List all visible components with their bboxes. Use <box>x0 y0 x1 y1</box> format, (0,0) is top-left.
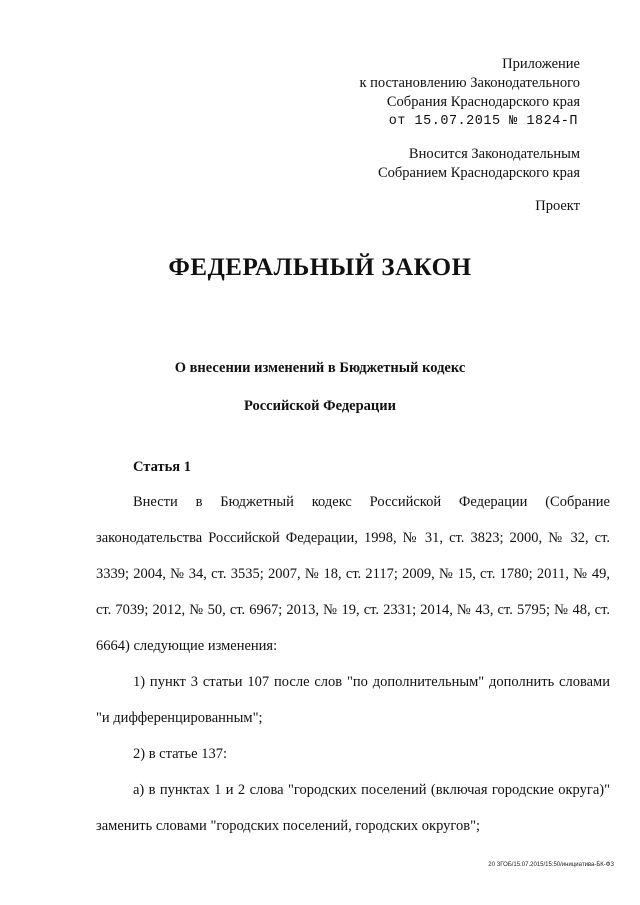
introduced-block <box>378 145 580 183</box>
article-heading: Статья 1 <box>133 459 191 475</box>
appendix-label: Приложение <box>502 56 580 72</box>
document-title: ФЕДЕРАЛЬНЫЙ ЗАКОН <box>168 254 472 281</box>
introduced-line-1: Вносится Законодательным <box>408 146 580 162</box>
appendix-date-line <box>360 112 579 131</box>
paragraph-item-2a: а) в пунктах 1 и 2 слова "городских поселений (включая городские округа)" заменить словами "городских поселений, городских округов"; <box>96 782 610 834</box>
paragraph-item-1: 1) пункт 3 статьи 107 после слов "по дополнительным" дополнить словами "и дифференцированным"; <box>96 674 610 726</box>
introduced-line-2: Собранием Краснодарского края <box>377 165 580 181</box>
appendix-line-2: к постановлению Законодательного <box>359 75 580 91</box>
footer-stamp: 20 ЗГОБ/15.07.2015/15:50/инициатива-БК-ФЗ <box>488 862 614 868</box>
date-prefix: от <box>388 114 406 129</box>
resolution-date: 15.07.2015 <box>414 114 501 129</box>
paragraph-item-2: 2) в статье 137: <box>133 746 227 762</box>
subtitle-line-2: Российской Федерации <box>243 398 396 414</box>
resolution-number: 1824-П <box>526 114 578 129</box>
number-sign: № <box>509 114 518 129</box>
subtitle-line-1: О внесении изменений в Бюджетный кодекс <box>174 360 466 376</box>
draft-status: Проект <box>535 198 580 214</box>
article-body <box>96 484 610 844</box>
paragraph-intro: Внести в Бюджетный кодекс Российской Федерации (Собрание законодательства Российской Федерации, 1998, № 31, ст. 3823; 2000, № 32, ст. 3339; 2004, № 34, ст. 3535; 2007, № 18, ст. 2117; 2009, № 15, ст. 1780; 2011, № 49, ст. 7039; 2012, № 50, ст. 6967; 2013, № 19, ст. 2331; 2014, № 43, ст. 5795; № 48, ст. 6664) следующие изменения: <box>96 494 610 654</box>
appendix-line-3: Собрания Краснодарского края <box>386 94 580 110</box>
appendix-block <box>360 55 581 131</box>
